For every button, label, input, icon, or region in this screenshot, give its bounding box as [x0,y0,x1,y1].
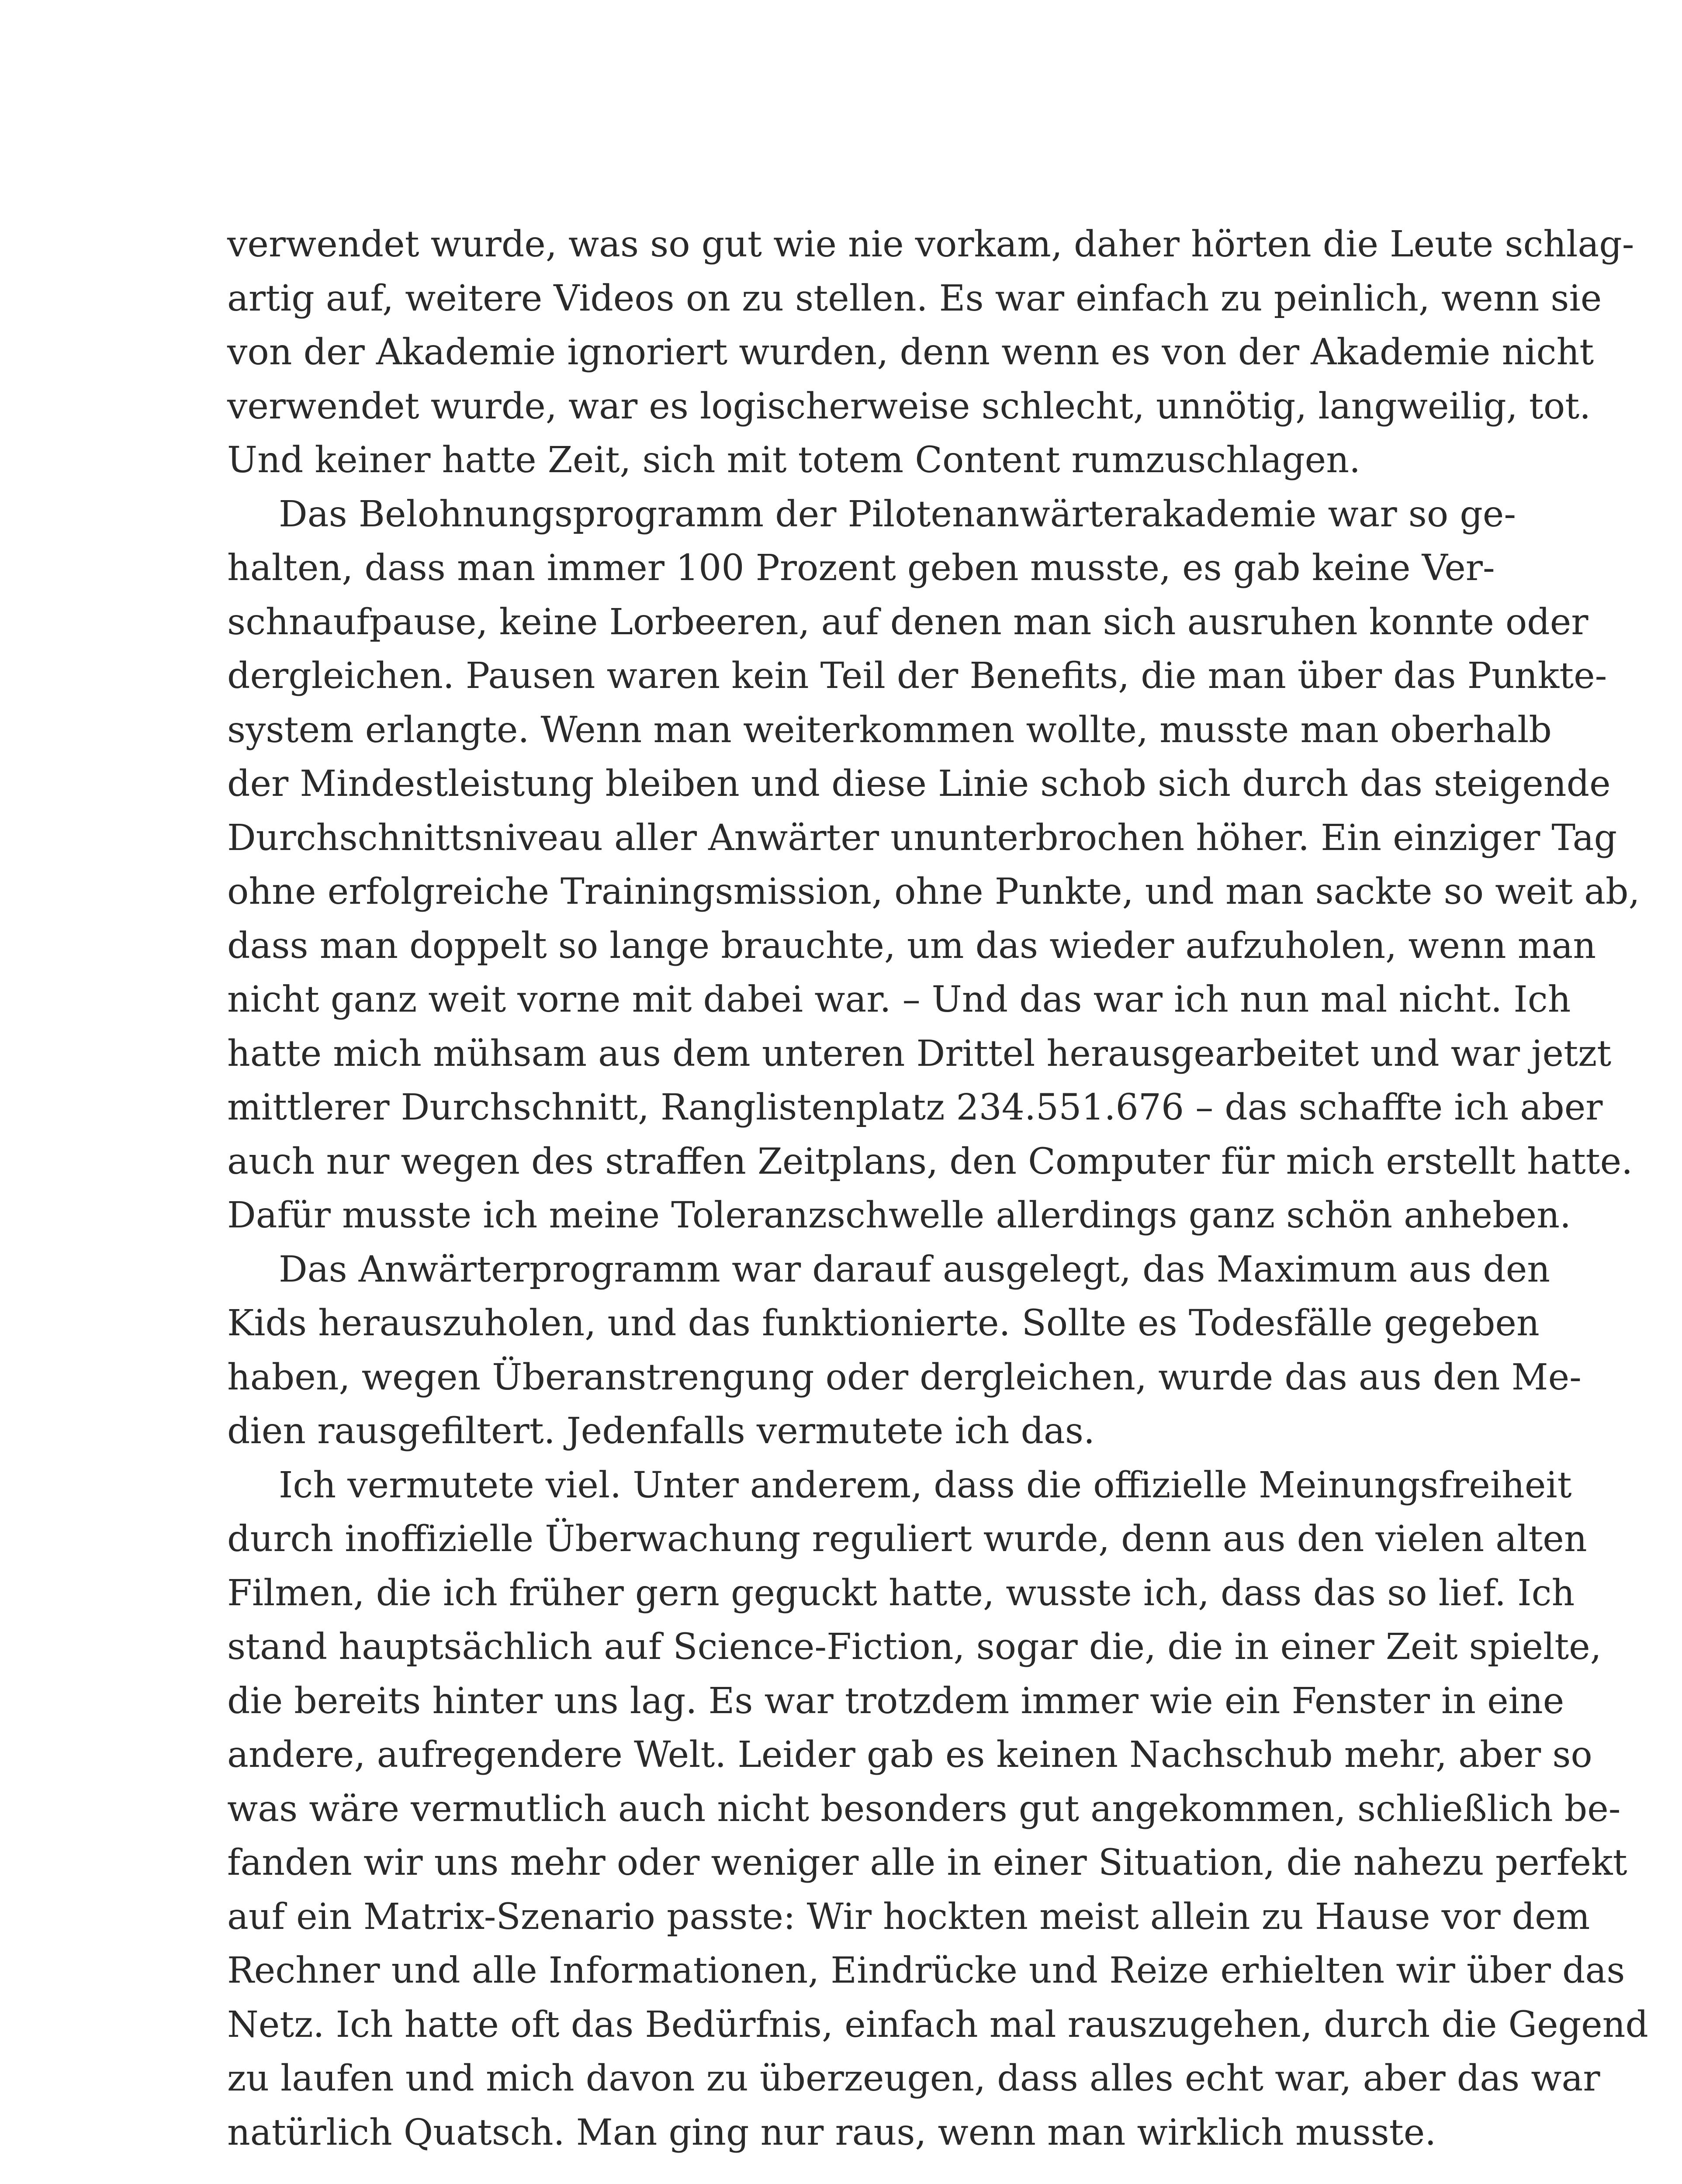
text-line: Netz. Ich hatte oft das Bedürfnis, einfach mal rauszugehen, durch die Gegend [227,2004,1648,2046]
text-line: Kids herauszuholen, und das funktionierte. Sollte es Todesfälle gegeben [227,1303,1540,1344]
text-line: der Mindestleistung bleiben und diese Linie schob sich durch das steigende [227,763,1611,805]
text-line: auf ein Matrix-Szenario passte: Wir hockten meist allein zu Hause vor dem [227,1896,1590,1938]
text-line: Dafür musste ich meine Toleranzschwelle allerdings ganz schön anheben. [227,1195,1571,1236]
text-line: Filmen, die ich früher gern geguckt hatte, wusste ich, dass das so lief. Ich [227,1572,1575,1614]
text-line: stand hauptsächlich auf Science-Fiction, sogar die, die in einer Zeit spielte, [227,1626,1602,1668]
body-text [227,218,1648,2160]
text-line: schnaufpause, keine Lorbeeren, auf denen man sich ausruhen konnte oder [227,601,1589,643]
paragraph [227,218,1634,487]
text-line: andere, aufregendere Welt. Leider gab es keinen Nachschub mehr, aber so [227,1734,1592,1776]
text-line: zu laufen und mich davon zu überzeugen, dass alles echt war, aber das war [227,2058,1600,2099]
text-line: verwendet wurde, was so gut wie nie vorkam, daher hörten die Leute schlag- [227,224,1634,265]
text-line: ohne erfolgreiche Trainingsmission, ohne Punkte, und man sackte so weit ab, [227,871,1640,912]
text-line: artig auf, weitere Videos on zu stellen. Es war einfach zu peinlich, wenn sie [227,277,1602,319]
text-line: die bereits hinter uns lag. Es war trotzdem immer wie ein Fenster in eine [227,1680,1564,1722]
text-line: Ich vermutete viel. Unter anderem, dass die offizielle Meinungsfreiheit [279,1464,1572,1506]
paragraph [227,1458,1648,2160]
text-line: hatte mich mühsam aus dem unteren Drittel herausgearbeitet und war jetzt [227,1033,1612,1075]
paragraph [227,1243,1582,1458]
text-line: dergleichen. Pausen waren kein Teil der Benefits, die man über das Punkte- [227,655,1607,697]
text-line: halten, dass man immer 100 Prozent geben musste, es gab keine Ver- [227,547,1495,589]
text-line: fanden wir uns mehr oder weniger alle in einer Situation, die nahezu perfekt [227,1842,1627,1883]
text-line: dien rausgefiltert. Jedenfalls vermutete ich das. [227,1410,1095,1452]
text-line: auch nur wegen des straffen Zeitplans, den Computer für mich erstellt hatte. [227,1140,1633,1182]
text-line: Rechner und alle Informationen, Eindrücke und Reize erhielten wir über das [227,1950,1625,1991]
text-line: dass man doppelt so lange brauchte, um das wieder aufzuholen, wenn man [227,925,1596,967]
text-line: natürlich Quatsch. Man ging nur raus, wenn man wirklich musste. [227,2111,1436,2153]
text-line: von der Akademie ignoriert wurden, denn wenn es von der Akademie nicht [227,332,1594,373]
text-line: verwendet wurde, war es logischerweise schlecht, unnötig, langweilig, tot. [227,385,1591,427]
text-line: Das Anwärterprogramm war darauf ausgelegt, das Maximum aus den [279,1248,1550,1290]
text-line: Und keiner hatte Zeit, sich mit totem Content rumzuschlagen. [227,439,1361,481]
paragraph [227,487,1640,1243]
text-line: mittlerer Durchschnitt, Ranglistenplatz 234.551.676 – das schaffte ich aber [227,1087,1603,1128]
text-line: was wäre vermutlich auch nicht besonders gut angekommen, schließlich be- [227,1788,1621,1830]
text-line: haben, wegen Überanstrengung oder dergleichen, wurde das aus den Me- [227,1356,1582,1398]
text-line: Das Belohnungsprogramm der Pilotenanwärterakademie war so ge- [279,493,1516,535]
text-line: Durchschnittsniveau aller Anwärter ununterbrochen höher. Ein einziger Tag [227,817,1617,859]
text-line: nicht ganz weit vorne mit dabei war. – Und das war ich nun mal nicht. Ich [227,979,1571,1020]
text-line: system erlangte. Wenn man weiterkommen wollte, musste man oberhalb [227,709,1552,751]
text-line: durch inoffizielle Überwachung reguliert wurde, denn aus den vielen alten [227,1518,1587,1560]
